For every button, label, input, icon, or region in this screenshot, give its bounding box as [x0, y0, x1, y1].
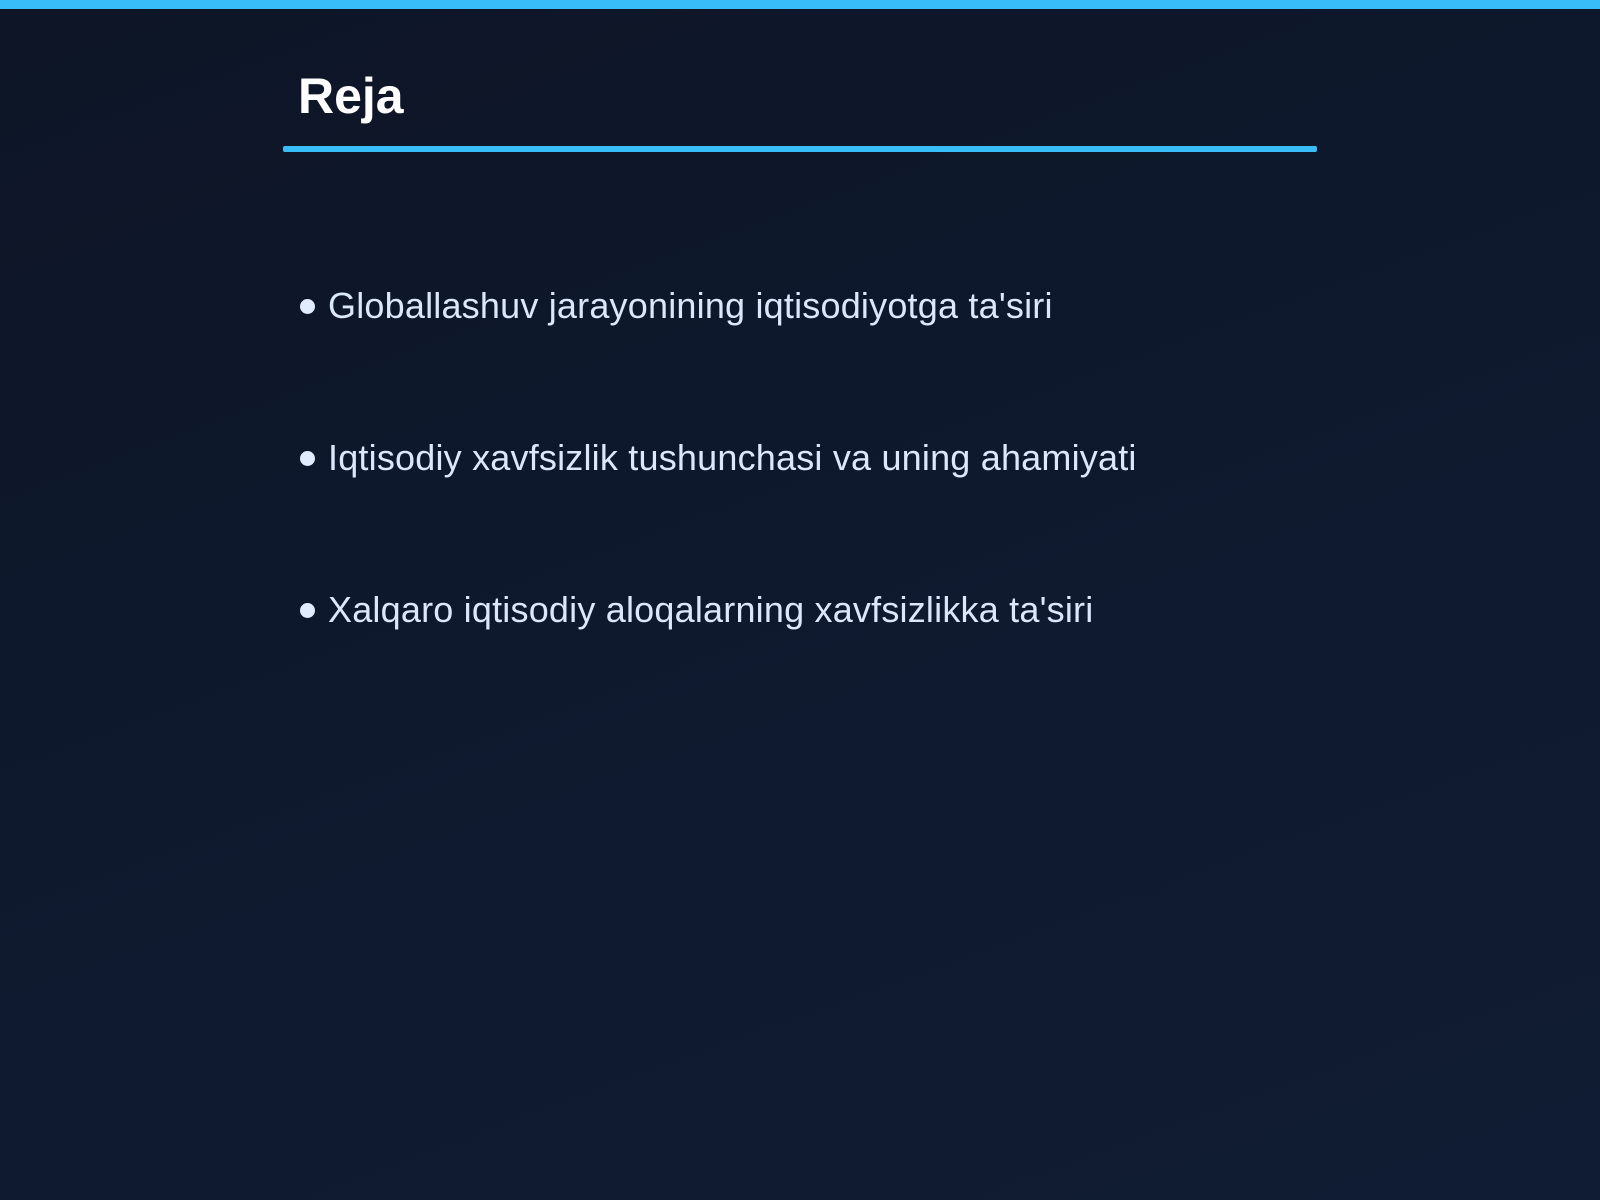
list-item-text: Iqtisodiy xavfsizlik tushunchasi va uning ahamiyati [328, 437, 1137, 478]
slide-title: Reja [298, 68, 404, 124]
bullet-dot-icon [300, 603, 315, 618]
bullet-list [300, 276, 1137, 732]
list-item [300, 428, 1137, 488]
list-item [300, 580, 1137, 640]
list-item-text: Xalqaro iqtisodiy aloqalarning xavfsizlikka ta'siri [328, 589, 1094, 630]
list-item-text: Globallashuv jarayonining iqtisodiyotga ta'siri [328, 285, 1053, 326]
bullet-dot-icon [300, 451, 315, 466]
bullet-dot-icon [300, 299, 315, 314]
title-underline [283, 146, 1317, 152]
list-item [300, 276, 1137, 336]
top-accent-bar [0, 0, 1600, 9]
